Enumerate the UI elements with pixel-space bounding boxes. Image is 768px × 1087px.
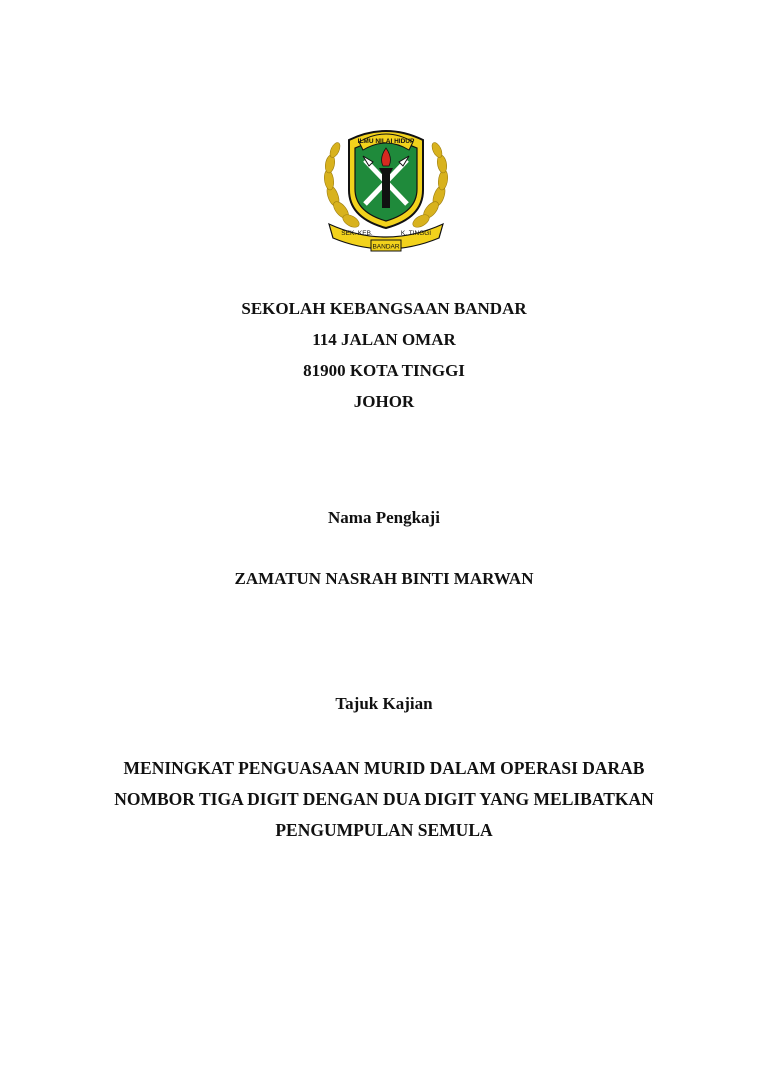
study-label: Tajuk Kajian [335,694,433,713]
study-title-line-3: PENGUMPULAN SEMULA [275,820,493,840]
school-state: JOHOR [353,392,415,411]
crest-top-banner-text: ILMU NILAI HIDUP [357,138,415,145]
school-crest-logo [319,118,453,254]
school-name: SEKOLAH KEBANGSAAN BANDAR [241,299,527,318]
school-crest-icon [319,118,453,254]
researcher-label: Nama Pengkaji [328,508,440,527]
school-address-line2: 81900 KOTA TINGGI [303,361,465,380]
crest-bottom-right-text: K. TINGGI [400,230,432,237]
study-title-line-1: MENINGKAT PENGUASAAN MURID DALAM OPERASI DARAB [123,758,645,778]
school-address-line1: 114 JALAN OMAR [312,330,456,349]
crest-bottom-left-text: SEK. KEB. [341,230,373,237]
researcher-name: ZAMATUN NASRAH BINTI MARWAN [234,569,534,588]
crest-bottom-center-text: BANDAR [372,243,400,251]
study-title-line-2: NOMBOR TIGA DIGIT DENGAN DUA DIGIT YANG MELIBATKAN [114,789,654,809]
